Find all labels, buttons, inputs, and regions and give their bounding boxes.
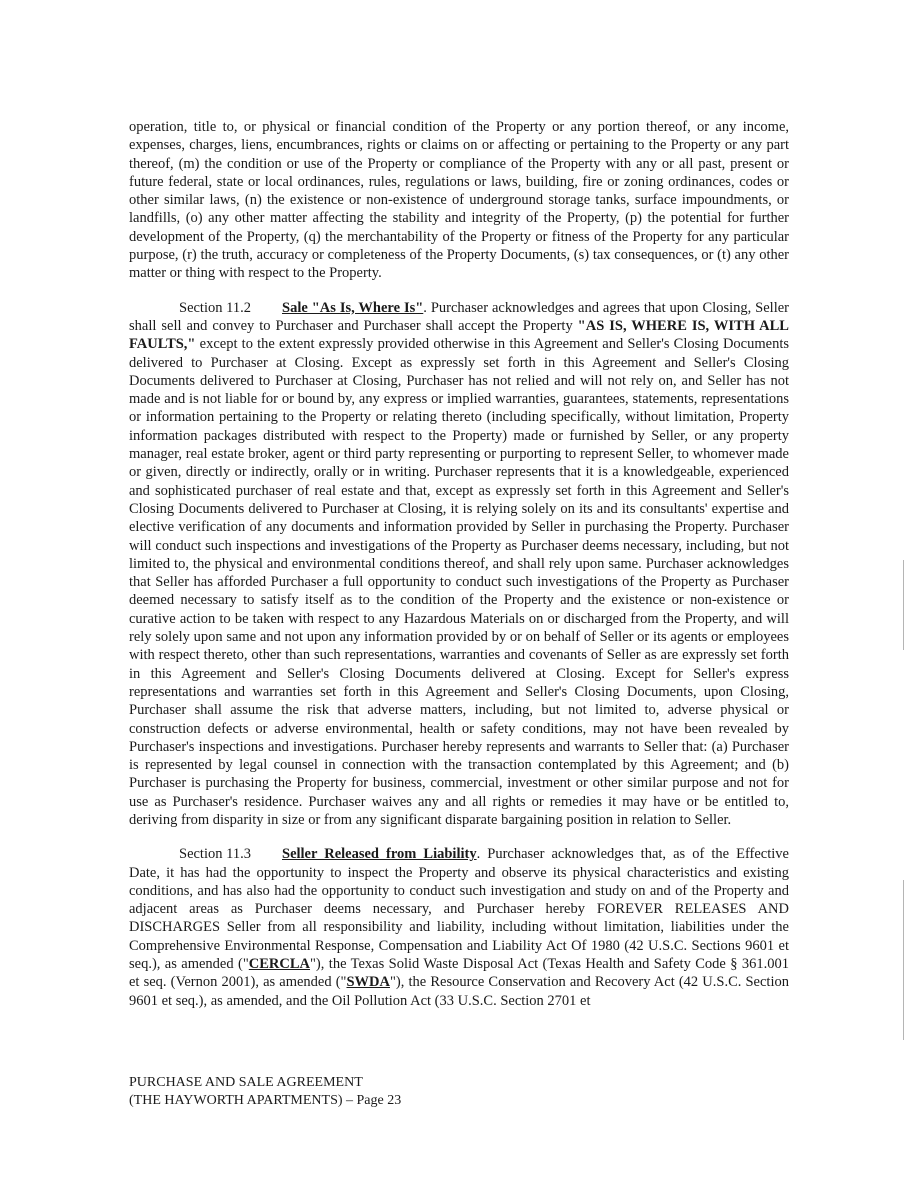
defined-term: CERCLA <box>248 956 311 973</box>
paragraph-continuation: operation, title to, or physical or financial condition of the Property or any portion thereof, or any income, expenses, charges, liens, encumbrances, rights or claims on or affecting or pertaining to the Property or any part thereof, (m) the condition or use of the Property or compliance of the Property with any or all past, present or future federal, state or local ordinances, rules, regulations or laws, building, fire or zoning ordinances, codes or other similar laws, (n) the existence or non-existence of underground storage tanks, surface impoundments, or landfills, (o) any other matter affecting the stability and integrity of the Property, (p) the potential for further development of the Property, (q) the merchantability of the Property or fitness of the Property for any particular purpose, (r) the truth, accuracy or completeness of the Property Documents, (s) tax consequences, or (t) any other matter or thing with respect to the Property. <box>129 119 789 282</box>
section-number: Section 11.3 <box>179 846 251 863</box>
section-text: "), the Texas Solid Waste Disposal Act (Texas Health and Safety Code § 361.001 et seq. (Vernon 2001), as amended (" <box>129 956 790 991</box>
bold-phrase: "AS IS, WHERE IS, WITH ALL FAULTS," <box>129 317 789 353</box>
section-text: except to the extent expressly provided otherwise in this Agreement and Seller's Closing Documents delivered to Purchaser at Closing. Except as expressly set forth in this Agreement and Seller's Closing Documents delivered to Purchaser at Closing, Purchaser has not relied and will not rely on, and Seller has not made and is not liable for or bound by, any express or implied warranties, guarantees, statements, representations or information pertaining to the Property or relating thereto (including specifically, without limitation, Property information packages distributed with respect to the Property) made or furnished by Seller, or any property manager, real estate broker, agent or third party representing or purporting to represent Seller, to whomever made or given, directly or indirectly, orally or in writing. Purchaser represents that it is a knowledgeable, experienced and sophisticated purchaser of real estate and that, except as expressly set forth in this Agreement and Seller's Closing Documents delivered to Purchaser at Closing, it is relying solely on its and its consultants' expertise and elective verification of any documents and information provided by Seller in purchasing the Property. Purchaser will conduct such inspections and investigations of the Property as Purchaser deems necessary, including, but not limited to, the physical and environmental conditions thereof, and shall rely upon same. Purchaser acknowledges that Seller has afforded Purchaser a full opportunity to conduct such investigations of the Property as Purchaser deemed necessary to satisfy itself as to the condition of the Property and the existence or non-existence or curative action to be taken with respect to any Hazardous Materials on or discharged from the Property, and will rely solely upon same and not upon any information provided by or on behalf of Seller or its agents or employees with respect thereto, other than such representations, warranties and covenants of Seller as are expressly set forth in this Agreement and Seller's Closing Documents delivered at Closing. Except for Seller's express representations and warranties set forth in this Agreement and Seller's Closing Documents, upon Closing, Purchaser shall assume the risk that adverse matters, including, but not limited to, adverse physical or construction defects or adverse environmental, health or safety conditions, may not have been revealed by Purchaser's inspections and investigations. Purchaser hereby represents and warrants to Seller that: (a) Purchaser is represented by legal counsel in connection with the transaction contemplated by this Agreement; and (b) Purchaser is purchasing the Property for business, commercial, investment or other similar purpose and not for use as Purchaser's residence. Purchaser waives any and all rights or remedies it may have or be entitled to, deriving from disparity in size or from any significant disparate bargaining position in relation to Seller. <box>129 336 789 828</box>
section-heading: Sale "As Is, Where Is" <box>282 299 424 316</box>
section-11-3 <box>129 845 789 1010</box>
section-text: "), the Resource Conservation and Recovery Act (42 U.S.C. Section 9601 et seq.), as amended, and the Oil Pollution Act (33 U.S.C. Section 2701 et <box>129 974 789 1009</box>
footer-title: PURCHASE AND SALE AGREEMENT <box>129 1075 363 1090</box>
defined-term: SWDA <box>346 974 390 991</box>
section-11-2 <box>129 299 789 830</box>
section-heading: Seller Released from Liability <box>282 846 477 863</box>
section-text: . Purchaser acknowledges and agrees that upon Closing, Seller shall sell and convey to Purchaser and Purchaser shall accept the Property <box>129 299 789 334</box>
footer-page-label: (THE HAYWORTH APARTMENTS) – Page 23 <box>129 1093 402 1108</box>
section-text: . Purchaser acknowledges that, as of the Effective Date, it has had the opportunity to inspect the Property and observe its physical characteristics and existing conditions, and has also had the opportunity to conduct such investigation and study on and of the Property and adjacent areas as Purchaser deems necessary, and Purchaser hereby FOREVER RELEASES AND DISCHARGES Seller from all responsibility and liability, including without limitation, liabilities under the Comprehensive Environmental Response, Compensation and Liability Act Of 1980 (42 U.S.C. Sections 9601 et seq.), as amended (" <box>129 846 789 973</box>
document-body <box>129 118 789 1026</box>
scan-edge-mark <box>903 560 904 650</box>
page-footer <box>129 1074 401 1110</box>
scan-edge-mark <box>903 880 904 1040</box>
section-number: Section 11.2 <box>179 299 251 316</box>
